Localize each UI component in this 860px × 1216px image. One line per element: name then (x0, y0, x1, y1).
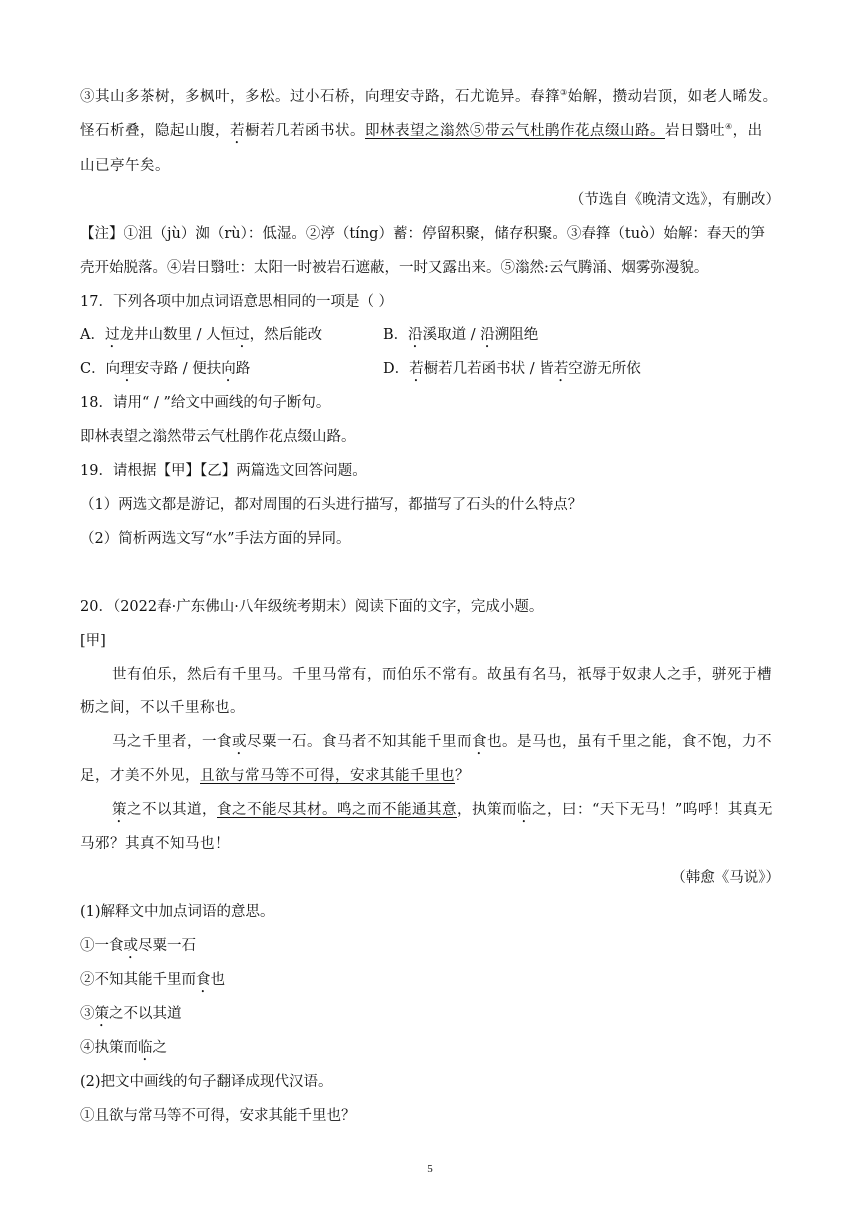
q17-option-d: D．若橱若几若函书状 / 皆若空游无所依 (383, 361, 641, 377)
passage-b-line-3: 山已亭午矣。 (80, 158, 170, 174)
underlined-sentence: 食之不能尽其材。鸣之而不能通其意 (217, 802, 457, 818)
underlined-sentence: 即林表望之滃然⑤带云气杜鹃作花点缀山路。 (365, 123, 665, 139)
q20-sub-1-stem: (1)解释文中加点词语的意思。 (80, 904, 275, 920)
question-20-stem: 20．（2022春·广东佛山·八年级统考期末）阅读下面的文字，完成小题。 (80, 599, 544, 615)
passage-a-source: （韩愈《马说》） (671, 870, 780, 886)
underlined-sentence: 且欲与常马等不可得，安求其能千里也 (200, 768, 455, 784)
question-18-stem: 18．请用“ / ”给文中画线的句子断句。 (80, 395, 331, 411)
question-19-stem: 19．请根据【甲】【乙】两篇选文回答问题。 (80, 463, 367, 479)
question-19-sub-2: （2）简析两选文写“水”手法方面的异同。 (80, 531, 351, 547)
question-17-stem: 17．下列各项中加点词语意思相同的一项是（ ） (80, 294, 394, 310)
page-number: 5 (427, 1163, 433, 1175)
q20-sub-1-item-2: ②不知其能千里而食也 (80, 972, 225, 988)
passage-b-line-1: ③其山多茶树，多枫叶，多松。过小石桥，向理安寺路，石尤诡异。春箨③始解，攒动岩顶，如老人晞发。 (80, 88, 778, 105)
passage-a-p2-line-2: 足，才美不外见，且欲与常马等不可得，安求其能千里也？ (80, 768, 470, 784)
dotted-word: 若 (230, 123, 245, 139)
q20-sub-1-item-4: ④执策而临之 (80, 1040, 167, 1056)
passage-a-p3-line-1: 策之不以其道，食之不能尽其材。鸣之而不能通其意，执策而临之，曰：“天下无马！”呜呼！其真无 (112, 802, 773, 818)
notes-line-1: 【注】①沮（jù）洳（rù）：低湿。②渟（tíng）蓄：停留积聚，储存积聚。③春箨（tuò）始解：春天的笋 (80, 226, 765, 242)
q17-option-a: A．过龙井山数里 / 人恒过，然后能改 (80, 327, 323, 343)
q20-sub-2-stem: (2)把文中画线的句子翻译成现代汉语。 (80, 1074, 333, 1090)
question-18-sentence: 即林表望之滃然带云气杜鹃作花点缀山路。 (80, 429, 356, 445)
passage-b-source: （节选自《晚清文选》，有删改） (569, 192, 780, 208)
q20-sub-2-item-1: ①且欲与常马等不可得，安求其能千里也？ (80, 1108, 356, 1124)
passage-a-p3-line-2: 马邪？其真不知马也！ (80, 836, 230, 852)
notes-line-2: 壳开始脱落。④岩日翳吐：太阳一时被岩石遮蔽，一时又露出来。⑤滃然:云气腾涌、烟雾弥漫貌。 (80, 260, 709, 276)
q20-sub-1-item-3: ③策之不以其道 (80, 1006, 182, 1022)
dotted-word: 临 (517, 802, 532, 818)
question-19-sub-1: （1）两选文都是游记，都对周围的石头进行描写，都描写了石头的什么特点？ (80, 497, 583, 513)
q17-option-b: B．沿溪取道 / 沿溯阻绝 (383, 327, 539, 343)
dotted-word: 策 (112, 802, 127, 818)
passage-a-p1-line-2: 枥之间，不以千里称也。 (80, 700, 245, 716)
dotted-word: 或 (232, 734, 247, 750)
passage-a-label: [甲] (80, 633, 106, 649)
passage-b-line-2: 怪石析叠，隐起山腹，若橱若几若函书状。即林表望之滃然⑤带云气杜鹃作花点缀山路。岩日翳吐④，出 (80, 122, 763, 139)
passage-a-p2-line-1: 马之千里者，一食或尽粟一石。食马者不知其能千里而食也。是马也，虽有千里之能，食不饱，力不 (112, 734, 772, 750)
q17-option-c: C．向理安寺路 / 便扶向路 (80, 361, 251, 377)
passage-a-p1-line-1: 世有伯乐，然后有千里马。千里马常有，而伯乐不常有。故虽有名马，祇辱于奴隶人之手，骈死于槽 (112, 667, 772, 683)
dotted-word: 食 (472, 734, 487, 750)
q20-sub-1-item-1: ①一食或尽粟一石 (80, 938, 196, 954)
